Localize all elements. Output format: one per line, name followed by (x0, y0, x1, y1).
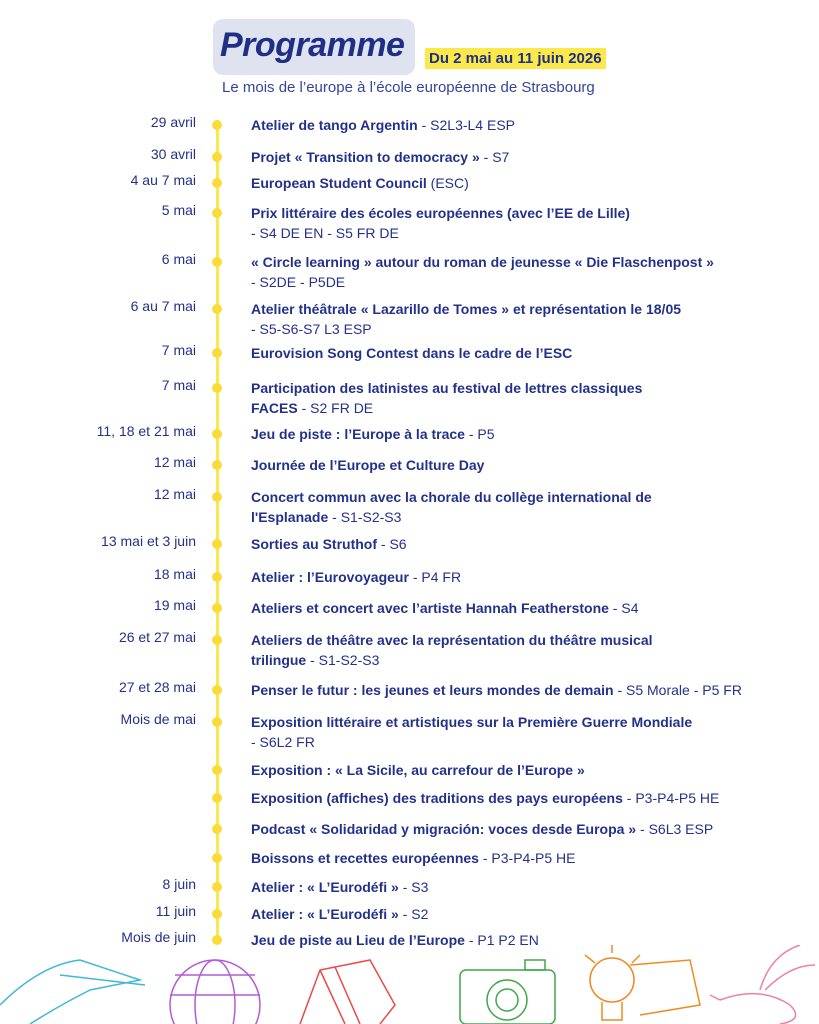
event-date: 7 mai (161, 377, 196, 393)
event-line (251, 650, 653, 670)
timeline-dot (212, 460, 222, 470)
event-date: 7 mai (161, 342, 196, 358)
timeline-dot (212, 909, 222, 919)
dove-icon (710, 945, 815, 1024)
page-subtitle: Le mois de l’europe à l’école européenne de Strasbourg (222, 79, 595, 96)
event-audience: - S2L3-L4 ESP (417, 117, 515, 133)
event-item (251, 487, 652, 527)
event-date: 11, 18 et 21 mai (96, 423, 196, 439)
event-audience: - S4 (608, 600, 639, 616)
timeline-dot (212, 304, 222, 314)
event-item (251, 760, 585, 780)
event-line (251, 598, 639, 618)
event-title: Atelier théâtrale « Lazarillo de Tomes » et représentation le 18/05 (251, 301, 682, 317)
camera-icon (460, 960, 555, 1024)
books-icon (300, 960, 395, 1024)
event-audience: - S1-S2-S3 (328, 509, 402, 525)
event-title: Penser le futur : les jeunes et leurs mondes de demain (251, 682, 614, 698)
timeline-dot (212, 603, 222, 613)
event-title: trilingue (251, 652, 307, 668)
event-item (251, 252, 714, 292)
event-line (251, 904, 428, 924)
event-audience: - S6 (377, 536, 407, 552)
event-line (251, 567, 461, 587)
event-title: Sorties au Struthof (251, 536, 378, 552)
event-title: Exposition littéraire et artistiques sur la Première Guerre Mondiale (251, 714, 693, 730)
event-item (251, 788, 719, 808)
timeline-dot (212, 765, 222, 775)
timeline-dot (212, 383, 222, 393)
event-line (251, 848, 575, 868)
event-audience: - P3-P4-P5 HE (478, 850, 576, 866)
event-item (251, 819, 713, 839)
event-date: 11 juin (155, 903, 196, 919)
event-title: Podcast « Solidaridad y migración: voces desde Europa » (251, 821, 637, 837)
event-title: Exposition : « La Sicile, au carrefour de l’Europe » (251, 762, 585, 778)
event-title: Concert commun avec la chorale du collège international de (251, 489, 652, 505)
timeline-dot (212, 348, 222, 358)
timeline-dot (212, 882, 222, 892)
timeline-dot (212, 717, 222, 727)
event-item (251, 147, 509, 167)
event-audience: - S6L2 FR (251, 734, 315, 750)
event-line (251, 203, 630, 223)
lightbulb-icon (585, 945, 700, 1020)
event-item (251, 424, 495, 444)
event-date: 30 avril (150, 146, 196, 162)
event-audience: - S5 Morale - P5 FR (613, 682, 742, 698)
event-audience: - S5-S6-S7 L3 ESP (251, 321, 372, 337)
event-date: 29 avril (150, 114, 196, 130)
event-line (251, 343, 572, 363)
timeline-dot (212, 120, 222, 130)
event-line (251, 819, 713, 839)
event-line (251, 732, 692, 752)
timeline-dot (212, 429, 222, 439)
page-title: Programme (220, 26, 405, 64)
event-date: Mois de juin (121, 929, 196, 945)
event-line (251, 877, 428, 897)
event-item (251, 904, 428, 924)
event-title: Participation des latinistes au festival de lettres classiques (251, 380, 643, 396)
event-title: l'Esplanade (251, 509, 329, 525)
event-line (251, 630, 653, 650)
event-line (251, 223, 630, 243)
timeline-dot (212, 152, 222, 162)
event-line (251, 487, 652, 507)
timeline-dot (212, 257, 222, 267)
event-line (251, 299, 681, 319)
event-title: Projet « Transition to democracy » (251, 149, 480, 165)
event-title: Atelier de tango Argentin (251, 117, 418, 133)
event-line (251, 173, 469, 193)
event-audience: - S2DE - P5DE (251, 274, 346, 290)
event-audience: (ESC) (426, 175, 469, 191)
timeline-dot (212, 572, 222, 582)
event-item (251, 877, 428, 897)
event-title: Ateliers de théâtre avec la représentation du théâtre musical (251, 632, 653, 648)
event-item (251, 712, 692, 752)
event-item (251, 598, 639, 618)
event-line (251, 455, 484, 475)
event-item (251, 115, 515, 135)
timeline-dot (212, 208, 222, 218)
event-audience: - S7 (479, 149, 510, 165)
hand-pen-icon (0, 960, 145, 1024)
event-date: 19 mai (153, 597, 196, 613)
event-date: 12 mai (153, 454, 196, 470)
event-date: 4 au 7 mai (130, 172, 196, 188)
event-item (251, 534, 407, 554)
event-title: Jeu de piste au Lieu de l’Europe (251, 932, 465, 948)
event-title: Boissons et recettes européennes (251, 850, 479, 866)
event-title: Prix littéraire des écoles européennes (avec l’EE de Lille) (251, 205, 630, 221)
event-line (251, 507, 652, 527)
event-title: Atelier : « L’Eurodéfi » (251, 906, 399, 922)
event-item (251, 567, 461, 587)
event-title: « Circle learning » autour du roman de jeunesse « Die Flaschenpost » (251, 254, 714, 270)
event-line (251, 378, 642, 398)
timeline-dot (212, 492, 222, 502)
event-title: Atelier : l’Eurovoyageur (251, 569, 409, 585)
timeline-line (216, 120, 219, 942)
event-date: 5 mai (161, 202, 196, 218)
timeline-dot (212, 539, 222, 549)
date-range-badge: Du 2 mai au 11 juin 2026 (425, 48, 606, 69)
event-date: 6 mai (161, 251, 196, 267)
event-title: Eurovision Song Contest dans le cadre de l’ESC (251, 345, 573, 361)
event-title: FACES (251, 400, 298, 416)
event-line (251, 147, 509, 167)
event-date: 12 mai (153, 486, 196, 502)
timeline-dot (212, 824, 222, 834)
event-audience: - S2 FR DE (297, 400, 374, 416)
event-line (251, 760, 585, 780)
timeline-dot (212, 853, 222, 863)
event-item (251, 630, 653, 670)
event-line (251, 115, 515, 135)
timeline-dot (212, 635, 222, 645)
event-audience: - S3 (398, 879, 429, 895)
event-item (251, 173, 469, 193)
event-audience: - P1 P2 EN (464, 932, 539, 948)
event-item (251, 378, 642, 418)
event-audience: - S1-S2-S3 (306, 652, 380, 668)
decorative-illustrations (0, 945, 819, 1024)
event-audience: - S6L3 ESP (636, 821, 714, 837)
event-title: Jeu de piste : l’Europe à la trace (251, 426, 465, 442)
timeline-dot (212, 178, 222, 188)
globe-icon (170, 960, 260, 1024)
event-title: Exposition (affiches) des traditions des pays européens (251, 790, 623, 806)
timeline-dot (212, 935, 222, 945)
event-date: 27 et 28 mai (118, 679, 196, 695)
timeline-dot (212, 685, 222, 695)
event-line (251, 534, 407, 554)
event-audience: - S4 DE EN - S5 FR DE (251, 225, 399, 241)
event-date: 26 et 27 mai (118, 629, 196, 645)
event-audience: - P5 (464, 426, 495, 442)
event-date: Mois de mai (120, 711, 196, 727)
event-item (251, 299, 681, 339)
event-title: Journée de l’Europe et Culture Day (251, 457, 485, 473)
event-line (251, 788, 719, 808)
event-date: 8 juin (162, 876, 196, 892)
event-line (251, 252, 714, 272)
event-title: Ateliers et concert avec l’artiste Hannah Featherstone (251, 600, 609, 616)
event-line (251, 272, 714, 292)
event-item (251, 343, 572, 363)
event-item (251, 455, 484, 475)
event-audience: - S2 (398, 906, 429, 922)
timeline-dot (212, 793, 222, 803)
event-audience: - P3-P4-P5 HE (622, 790, 720, 806)
event-date: 6 au 7 mai (130, 298, 196, 314)
event-item (251, 203, 630, 243)
event-line (251, 319, 681, 339)
event-date: 18 mai (153, 566, 196, 582)
event-title: Atelier : « L’Eurodéfi » (251, 879, 399, 895)
event-line (251, 680, 742, 700)
event-title: European Student Council (251, 175, 427, 191)
event-line (251, 712, 692, 732)
event-line (251, 424, 495, 444)
event-audience: - P4 FR (408, 569, 462, 585)
event-item (251, 848, 575, 868)
event-line (251, 398, 642, 418)
event-date: 13 mai et 3 juin (101, 533, 196, 549)
event-item (251, 680, 742, 700)
